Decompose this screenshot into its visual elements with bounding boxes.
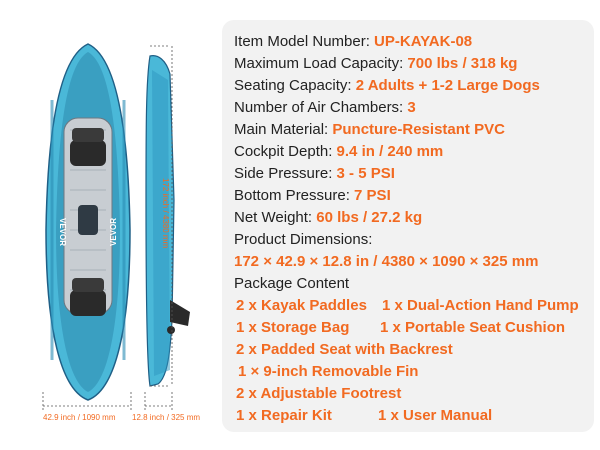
- spec-air-chambers: Number of Air Chambers: 3: [234, 99, 416, 116]
- package-pump: 1 x Dual-Action Hand Pump: [382, 297, 579, 314]
- package-footrest: 2 x Adjustable Footrest: [236, 385, 402, 402]
- spec-seating: Seating Capacity: 2 Adults + 1-2 Large Dogs: [234, 77, 540, 94]
- length-dimension-label: 172 inch / 4380 mm: [161, 178, 170, 249]
- spec-bottom-pressure: Bottom Pressure: 7 PSI: [234, 187, 391, 204]
- package-seat-cushion: 1 x Portable Seat Cushion: [380, 319, 566, 336]
- package-user-manual: 1 x User Manual: [378, 407, 493, 424]
- package-storage-bag: 1 x Storage Bag: [236, 319, 350, 336]
- package-padded-seat: 2 x Padded Seat with Backrest: [236, 341, 453, 358]
- rear-seat: [70, 290, 106, 316]
- front-seat: [70, 140, 106, 166]
- spec-dimensions-label: Product Dimensions:: [234, 231, 373, 248]
- kayak-top-view: [46, 44, 130, 400]
- spec-cockpit-depth: Cockpit Depth: 9.4 in / 240 mm: [234, 143, 444, 160]
- removable-fin: [170, 300, 190, 326]
- package-paddles: 2 x Kayak Paddles: [236, 297, 367, 314]
- spec-load-capacity: Maximum Load Capacity: 700 lbs / 318 kg: [234, 55, 518, 72]
- spec-net-weight: Net Weight: 60 lbs / 27.2 kg: [234, 209, 423, 226]
- package-repair-kit: 1 x Repair Kit: [236, 407, 332, 424]
- spec-material: Main Material: Puncture-Resistant PVC: [234, 121, 505, 138]
- package-content-heading: Package Content: [234, 275, 350, 292]
- spec-dimensions-value: 172 × 42.9 × 12.8 in / 4380 × 1090 × 325 mm: [234, 253, 539, 270]
- package-fin: 1 × 9-inch Removable Fin: [238, 363, 419, 380]
- product-illustration: [0, 0, 220, 450]
- spec-model: Item Model Number: UP-KAYAK-08: [234, 33, 473, 50]
- depth-dimension-label: 12.8 inch / 325 mm: [132, 413, 201, 422]
- brand-label-right: VEVOR: [109, 217, 118, 247]
- spec-side-pressure: Side Pressure: 3 - 5 PSI: [234, 165, 395, 182]
- width-dimension-label: 42.9 inch / 1090 mm: [43, 413, 116, 422]
- brand-label-left: VEVOR: [58, 217, 67, 247]
